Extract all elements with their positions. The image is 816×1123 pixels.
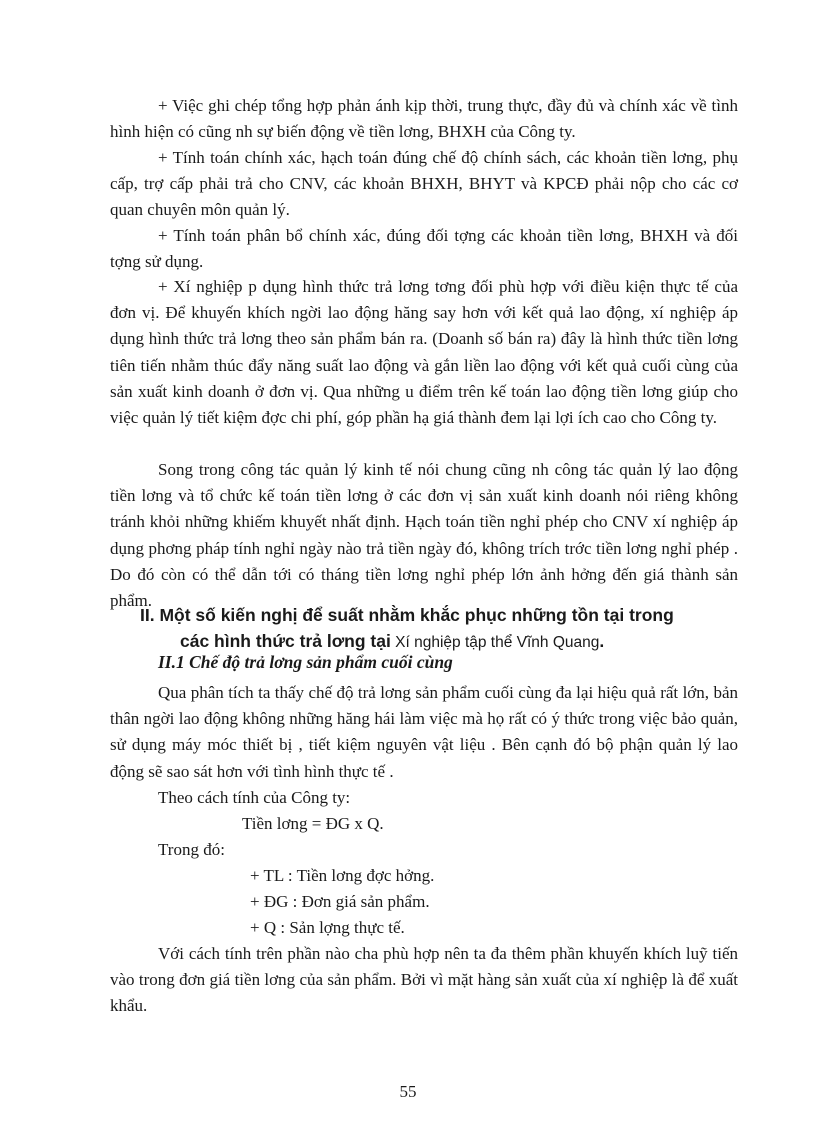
formula-item-tl: + TL : Tiền lơng đợc hởng. xyxy=(250,866,435,885)
section-heading xyxy=(140,602,740,656)
formula-equation: Tiền lơng = ĐG x Q. xyxy=(242,814,384,833)
section-heading-line1: II. Một số kiến nghị để suất nhằm khắc phục những tồn tại trong xyxy=(140,605,674,625)
paragraph-analysis: Qua phân tích ta thấy chế độ trả lơng sản phẩm cuối cùng đa lại hiệu quả rất lớn, bản thân ngời lao động không những hăng hái làm việc mà họ rất có ý thức trong việc bảo quản, sử dụng máy móc thiết bị , tiết kiệm nguyên vật liệu . Bên cạnh đó bộ phận quản lý lao động sẽ sao sát hơn với tình hình thực tế . xyxy=(110,683,738,781)
formula-where: Trong đó: xyxy=(158,840,225,859)
paragraph-record-keeping: + Việc ghi chép tổng hợp phản ánh kịp thời, trung thực, đầy đủ và chính xác về tình hình hiện có cũng nh sự biến động về tiền lơng, BHXH của Công ty. xyxy=(110,96,738,142)
paragraph-calculation: + Tính toán chính xác, hạch toán đúng chế độ chính sách, các khoản tiền lơng, phụ cấp, trợ cấp phải trả cho CNV, các khoản BHXH, BHYT và KPCĐ phải nộp cho các cơ quan chuyên môn quản lý. xyxy=(110,148,738,220)
formula-item-q: + Q : Sản lợng thực tế. xyxy=(250,918,405,937)
paragraph-allocation: + Tính toán phân bổ chính xác, đúng đối tợng các khoản tiền lơng, BHXH và đối tợng sử dụng. xyxy=(110,226,738,272)
paragraph-shortcomings: Song trong công tác quản lý kinh tế nói chung cũng nh công tác quản lý lao động tiền lơng và tổ chức kế toán tiền lơng ở các đơn vị sản xuất kinh doanh nói riêng không tránh khỏi những khiếm khuyết nhất định. Hạch toán tiền nghỉ phép cho CNV xí nghiệp áp dụng phơng pháp tính nghỉ ngày nào trả tiền ngày đó, không trích trớc tiền lơng nghỉ phép . Do đó còn có thể dẫn tới có tháng tiền lơng nghỉ phép lớn ảnh hởng đến giá thành sản phẩm. xyxy=(110,460,738,611)
paragraph-payment-form: + Xí nghiệp p dụng hình thức trả lơng tơng đối phù hợp với điều kiện thực tế của đơn vị. Để khuyến khích ngời lao động hăng say hơn với kết quả lao động, xí nghiệp áp dụng hình thức trả lơng theo sản phẩm bán ra. (Doanh số bán ra) đây là hình thức tiền lơng tiên tiến nhằm thúc đẩy năng suất lao động và gắn liền lao động với kết quả cuối cùng của sản xuất kinh doanh ở đơn vị. Qua những u điểm trên kế toán lao động tiền lơng giúp cho việc quản lý tiết kiệm đợc chi phí, góp phần hạ giá thành đem lại lợi ích cao cho Công ty. xyxy=(110,277,738,428)
section-heading-line2: các hình thức trả lơng tại Xí nghiệp tập thể Vĩnh Quang. xyxy=(180,631,605,651)
subsection-heading: II.1 Chế độ trả lơng sản phẩm cuối cùng xyxy=(158,652,453,672)
page-number: 55 xyxy=(399,1082,417,1101)
formula-item-dg: + ĐG : Đơn giá sản phẩm. xyxy=(250,892,430,911)
formula-intro: Theo cách tính của Công ty: xyxy=(158,788,351,807)
paragraph-incentive: Với cách tính trên phần nào cha phù hợp nên ta đa thêm phần khuyến khích luỹ tiến vào trong đơn giá tiền lơng của sản phẩm. Bởi vì mặt hàng sản xuất của xí nghiệp là để xuất khẩu. xyxy=(110,944,738,1016)
